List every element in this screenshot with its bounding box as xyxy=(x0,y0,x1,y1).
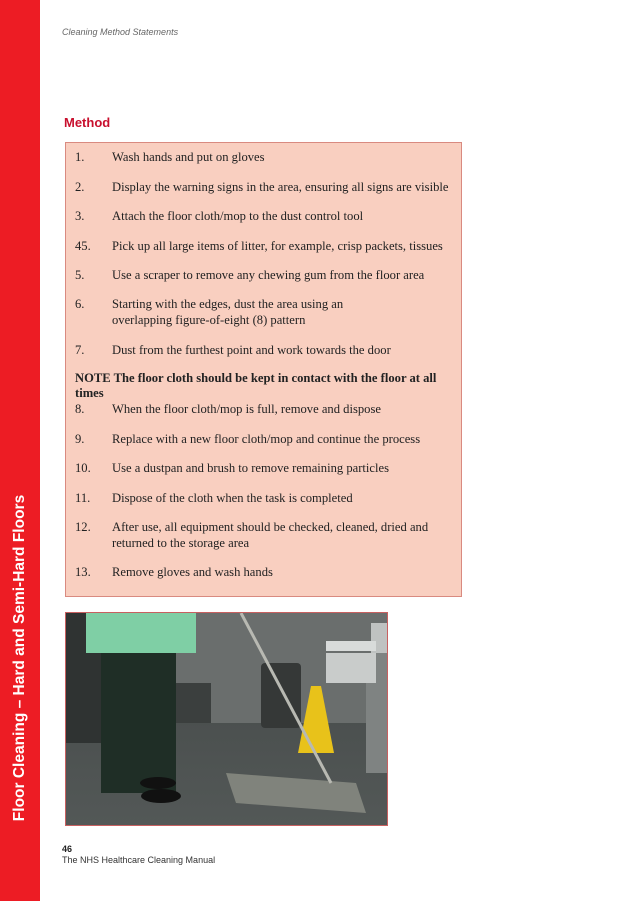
footer-title: The NHS Healthcare Cleaning Manual xyxy=(62,855,216,865)
step-number: 11. xyxy=(75,491,91,505)
step-text: After use, all equipment should be checked, cleaned, dried and returned to the storage area xyxy=(112,520,429,550)
step-text: Wash hands and put on gloves xyxy=(112,150,265,164)
step-number: 8. xyxy=(75,402,85,416)
step-number: 3. xyxy=(75,209,85,223)
step-text: Starting with the edges, dust the area using an overlapping figure-of-eight (8) pattern xyxy=(112,297,344,327)
method-heading: Method xyxy=(64,115,111,130)
step-8 xyxy=(75,401,455,417)
step-6 xyxy=(75,296,405,328)
step-2 xyxy=(75,179,455,195)
step-9 xyxy=(75,431,455,447)
step-11 xyxy=(75,490,455,506)
step-10 xyxy=(75,460,455,476)
step-number: 1. xyxy=(75,150,85,164)
step-text: Dust from the furthest point and work towards the door xyxy=(112,343,391,357)
step-text: Pick up all large items of litter, for example, crisp packets, tissues xyxy=(112,239,443,253)
step-4 xyxy=(75,238,455,254)
step-text: Use a scraper to remove any chewing gum from the floor area xyxy=(112,268,425,282)
floor-cleaning-photo xyxy=(65,612,388,826)
step-7 xyxy=(75,342,455,358)
photo-illustration xyxy=(66,613,388,826)
step-number: 12. xyxy=(75,520,91,534)
step-1 xyxy=(75,149,445,165)
step-text: Replace with a new floor cloth/mop and continue the process xyxy=(112,432,421,446)
step-number: 6. xyxy=(75,297,85,311)
step-number: 45. xyxy=(75,239,91,253)
step-text: Use a dustpan and brush to remove remaining particles xyxy=(112,461,389,475)
step-3 xyxy=(75,208,445,224)
method-steps-box xyxy=(65,142,462,597)
page-number: 46 xyxy=(62,844,73,854)
step-5 xyxy=(75,267,455,283)
section-side-title: Floor Cleaning – Hard and Semi-Hard Floors xyxy=(11,494,28,822)
step-text: Attach the floor cloth/mop to the dust control tool xyxy=(112,209,364,223)
running-header: Cleaning Method Statements xyxy=(62,27,179,37)
step-number: 2. xyxy=(75,180,85,194)
step-13 xyxy=(75,564,455,580)
step-text: Display the warning signs in the area, ensuring all signs are visible xyxy=(112,180,449,194)
note-text: NOTE The floor cloth should be kept in contact with the floor at all times xyxy=(75,371,437,400)
step-text: When the floor cloth/mop is full, remove and dispose xyxy=(112,402,381,416)
step-12 xyxy=(75,519,435,551)
step-text: Dispose of the cloth when the task is completed xyxy=(112,491,353,505)
step-number: 5. xyxy=(75,268,85,282)
step-number: 13. xyxy=(75,565,91,579)
step-text: Remove gloves and wash hands xyxy=(112,565,273,579)
step-number: 10. xyxy=(75,461,91,475)
step-number: 7. xyxy=(75,343,85,357)
step-number: 9. xyxy=(75,432,85,446)
